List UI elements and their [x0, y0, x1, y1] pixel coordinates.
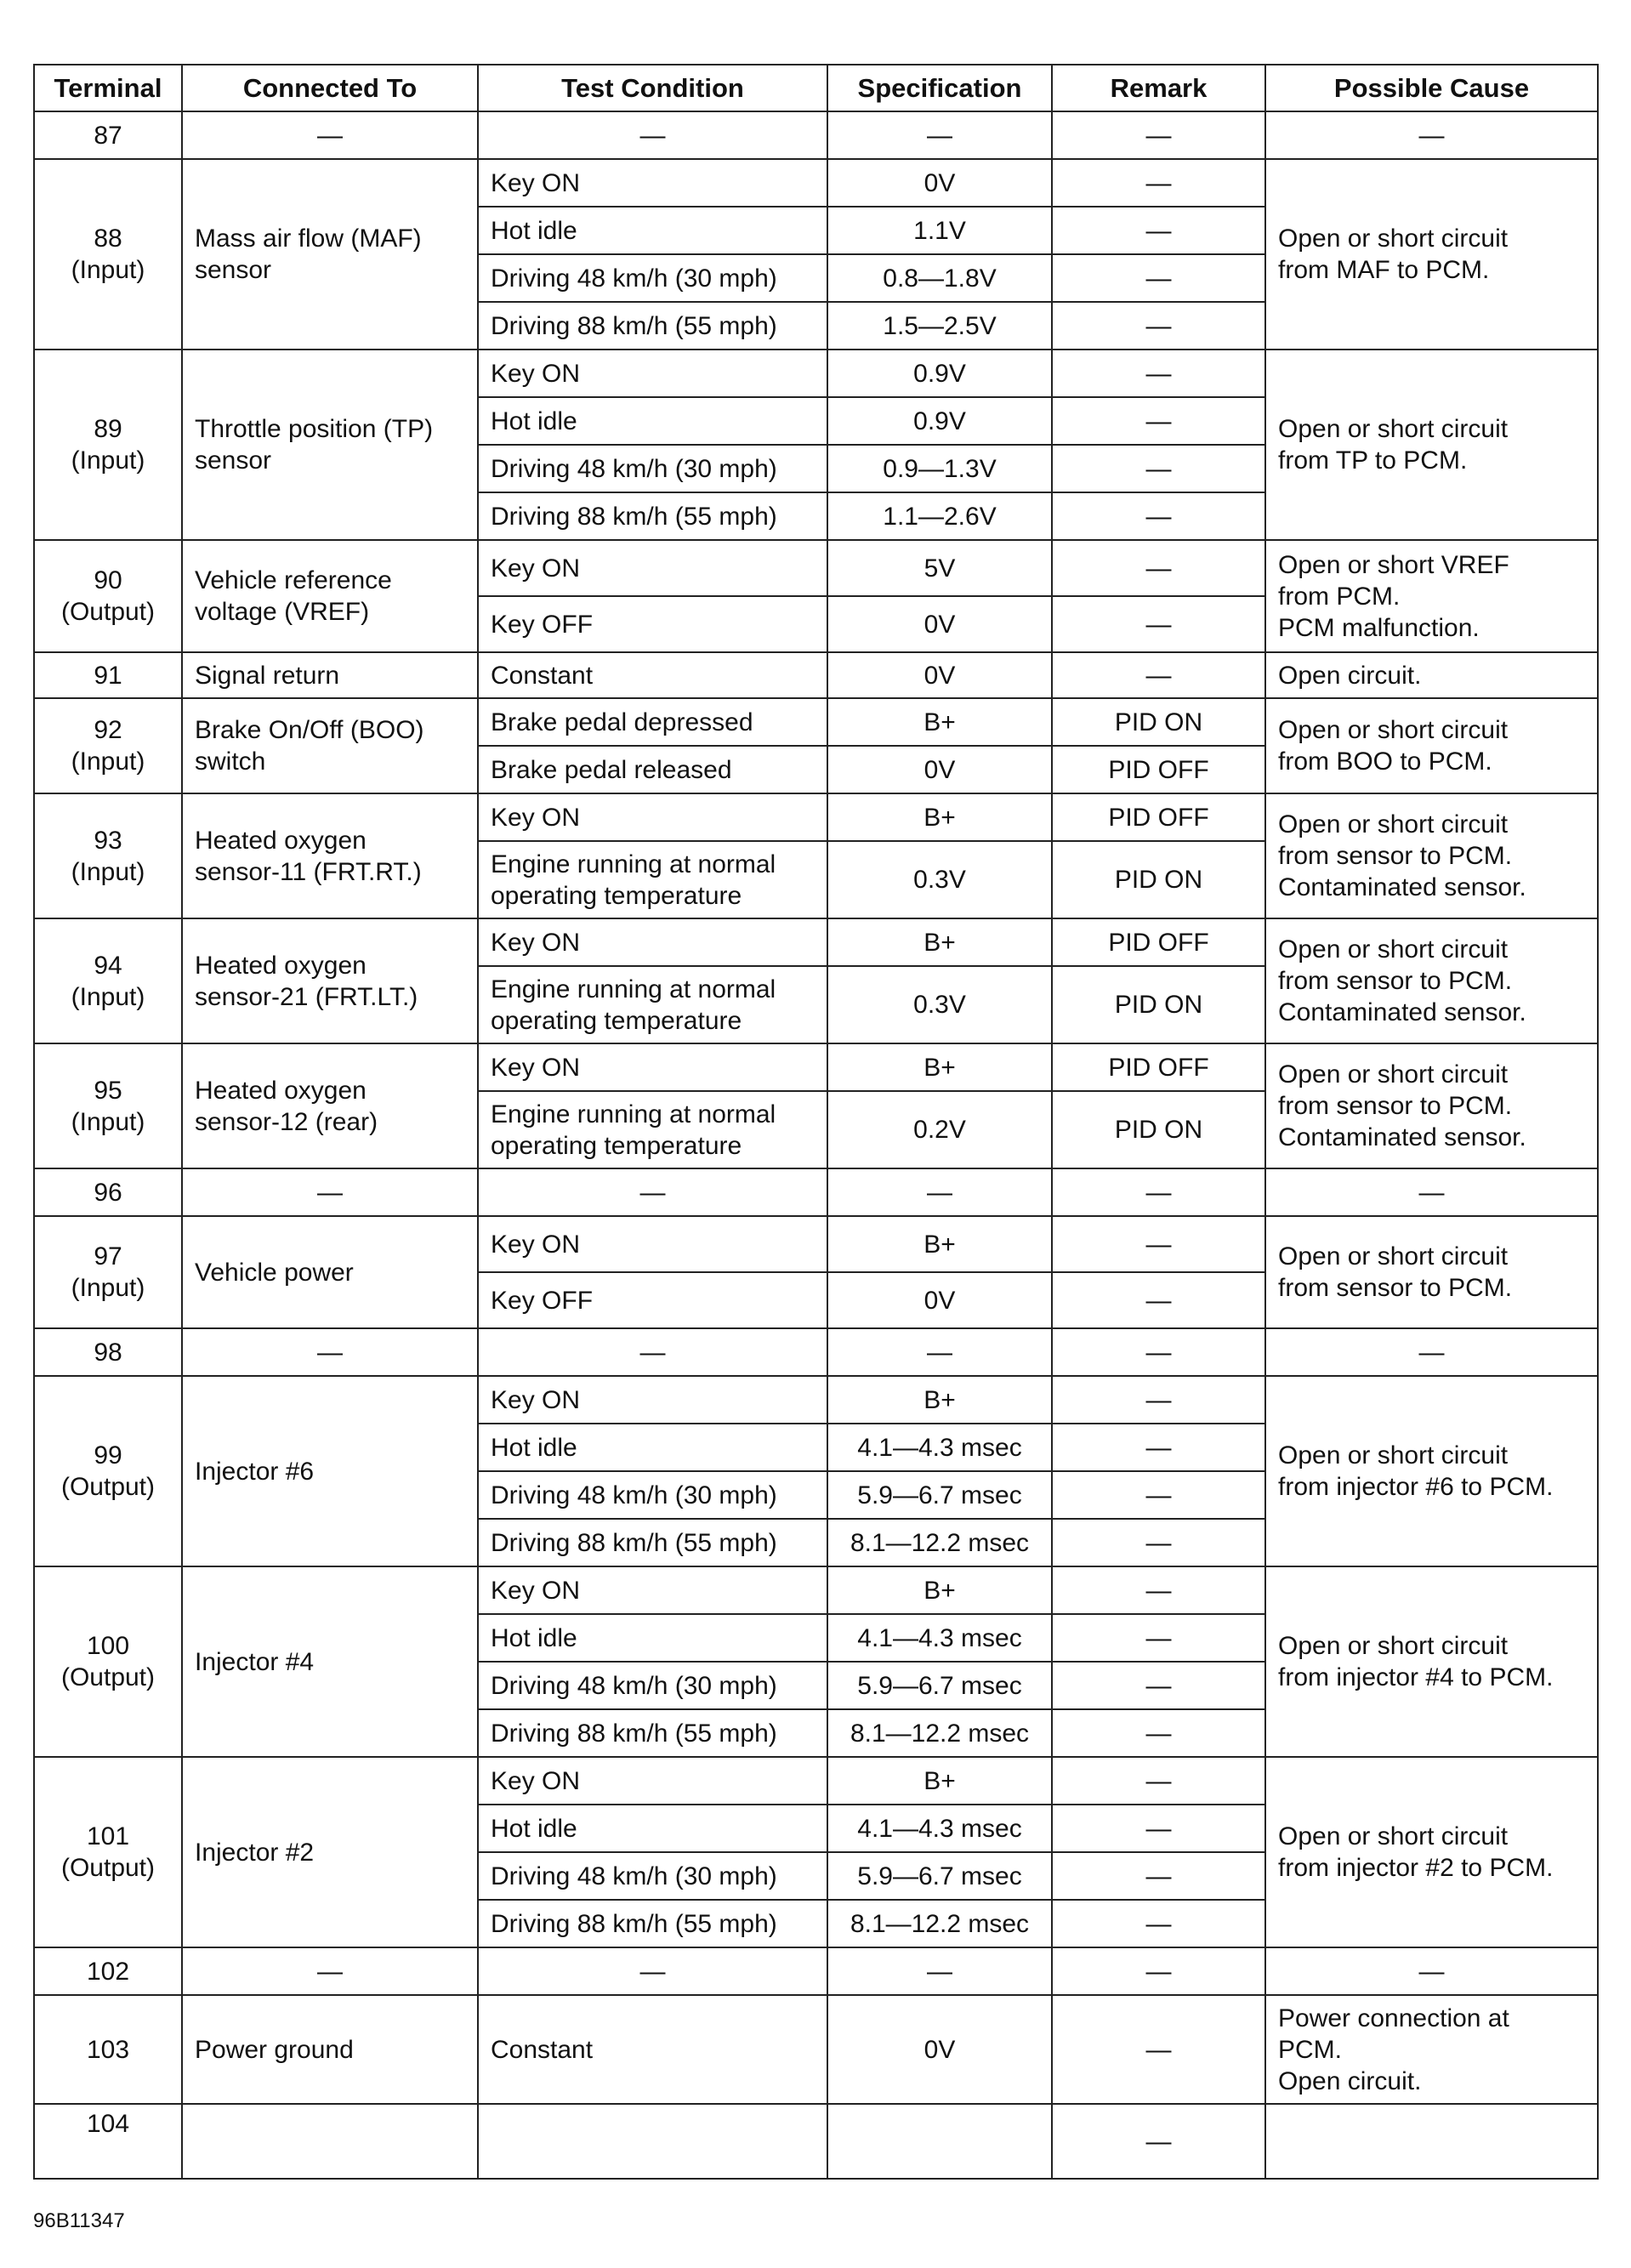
- test-condition-cell: Key OFF: [478, 1272, 827, 1328]
- remark-cell: —: [1052, 1995, 1265, 2104]
- remark-cell: PID ON: [1052, 841, 1265, 918]
- remark-cell: —: [1052, 111, 1265, 159]
- remark-cell: —: [1052, 2104, 1265, 2179]
- table-row: [34, 652, 1598, 698]
- remark-cell: —: [1052, 1757, 1265, 1805]
- remark-cell: —: [1052, 1805, 1265, 1852]
- specification-cell: B+: [827, 918, 1052, 966]
- specification-cell: 5V: [827, 540, 1052, 596]
- table-row: [34, 918, 1598, 966]
- possible-cause-cell: Open or short circuit from sensor to PCM.: [1265, 1216, 1598, 1328]
- terminal-cell: 87: [34, 111, 182, 159]
- specification-cell: 0.9—1.3V: [827, 445, 1052, 492]
- remark-cell: —: [1052, 1168, 1265, 1216]
- test-condition-cell: —: [478, 1328, 827, 1376]
- specification-cell: 5.9—6.7 msec: [827, 1471, 1052, 1519]
- specification-cell: 8.1—12.2 msec: [827, 1709, 1052, 1757]
- terminal-cell: 96: [34, 1168, 182, 1216]
- test-condition-cell: —: [478, 1947, 827, 1995]
- header-connected-to: Connected To: [182, 65, 478, 111]
- possible-cause-cell: [1265, 2104, 1598, 2179]
- table-row: [34, 1376, 1598, 1424]
- terminal-cell: 95 (Input): [34, 1043, 182, 1168]
- test-condition-cell: [478, 2104, 827, 2179]
- document-id: 96B11347: [33, 2209, 125, 2232]
- test-condition-cell: Key ON: [478, 159, 827, 207]
- table-row: [34, 159, 1598, 207]
- connected-to-cell: —: [182, 1168, 478, 1216]
- table-row: [34, 1947, 1598, 1995]
- connected-to-cell: Injector #6: [182, 1376, 478, 1566]
- remark-cell: —: [1052, 254, 1265, 302]
- connected-to-cell: Brake On/Off (BOO) switch: [182, 698, 478, 793]
- connected-to-cell: Heated oxygen sensor-11 (FRT.RT.): [182, 793, 478, 918]
- terminal-cell: 102: [34, 1947, 182, 1995]
- test-condition-cell: Hot idle: [478, 1805, 827, 1852]
- specification-cell: B+: [827, 698, 1052, 746]
- specification-cell: 4.1—4.3 msec: [827, 1424, 1052, 1471]
- possible-cause-cell: Power connection at PCM. Open circuit.: [1265, 1995, 1598, 2104]
- terminal-cell: 99 (Output): [34, 1376, 182, 1566]
- test-condition-cell: Engine running at normal operating temperature: [478, 1091, 827, 1168]
- specification-cell: 0V: [827, 159, 1052, 207]
- specification-cell: 1.5—2.5V: [827, 302, 1052, 350]
- table-row: [34, 1328, 1598, 1376]
- possible-cause-cell: Open or short circuit from sensor to PCM. Contaminated sensor.: [1265, 918, 1598, 1043]
- specification-cell: 0.9V: [827, 350, 1052, 397]
- connected-to-cell: —: [182, 1328, 478, 1376]
- test-condition-cell: Driving 48 km/h (30 mph): [478, 1662, 827, 1709]
- test-condition-cell: Key ON: [478, 1216, 827, 1272]
- specification-cell: 5.9—6.7 msec: [827, 1662, 1052, 1709]
- connected-to-cell: Signal return: [182, 652, 478, 698]
- test-condition-cell: Driving 88 km/h (55 mph): [478, 1900, 827, 1947]
- remark-cell: —: [1052, 1272, 1265, 1328]
- terminal-cell: 94 (Input): [34, 918, 182, 1043]
- possible-cause-cell: Open or short circuit from TP to PCM.: [1265, 350, 1598, 540]
- connected-to-cell: —: [182, 1947, 478, 1995]
- specification-cell: B+: [827, 1566, 1052, 1614]
- table-row: [34, 1995, 1598, 2104]
- test-condition-cell: Key ON: [478, 1566, 827, 1614]
- specification-cell: 1.1V: [827, 207, 1052, 254]
- remark-cell: PID OFF: [1052, 1043, 1265, 1091]
- table-row: [34, 1216, 1598, 1272]
- terminal-cell: 92 (Input): [34, 698, 182, 793]
- specification-cell: 0.2V: [827, 1091, 1052, 1168]
- specification-cell: 0.9V: [827, 397, 1052, 445]
- possible-cause-cell: Open circuit.: [1265, 652, 1598, 698]
- terminal-cell: 100 (Output): [34, 1566, 182, 1757]
- table-row: [34, 698, 1598, 746]
- remark-cell: —: [1052, 1424, 1265, 1471]
- test-condition-cell: Driving 48 km/h (30 mph): [478, 445, 827, 492]
- terminal-cell: 104: [34, 2104, 182, 2179]
- table-row: [34, 1566, 1598, 1614]
- specification-cell: 0V: [827, 596, 1052, 652]
- remark-cell: PID OFF: [1052, 918, 1265, 966]
- header-row: [34, 65, 1598, 111]
- remark-cell: —: [1052, 492, 1265, 540]
- remark-cell: —: [1052, 1852, 1265, 1900]
- possible-cause-cell: Open or short VREF from PCM. PCM malfunction.: [1265, 540, 1598, 652]
- remark-cell: —: [1052, 1519, 1265, 1566]
- connected-to-cell: Injector #2: [182, 1757, 478, 1947]
- test-condition-cell: Key ON: [478, 1757, 827, 1805]
- specification-cell: 0V: [827, 746, 1052, 793]
- connected-to-cell: Heated oxygen sensor-21 (FRT.LT.): [182, 918, 478, 1043]
- terminal-cell: 88 (Input): [34, 159, 182, 350]
- test-condition-cell: Hot idle: [478, 207, 827, 254]
- remark-cell: —: [1052, 350, 1265, 397]
- terminal-cell: 101 (Output): [34, 1757, 182, 1947]
- test-condition-cell: Key ON: [478, 1376, 827, 1424]
- connected-to-cell: Mass air flow (MAF) sensor: [182, 159, 478, 350]
- test-condition-cell: —: [478, 1168, 827, 1216]
- test-condition-cell: Driving 48 km/h (30 mph): [478, 254, 827, 302]
- terminal-cell: 97 (Input): [34, 1216, 182, 1328]
- specification-cell: 8.1—12.2 msec: [827, 1900, 1052, 1947]
- terminal-cell: 93 (Input): [34, 793, 182, 918]
- remark-cell: —: [1052, 1471, 1265, 1519]
- test-condition-cell: Hot idle: [478, 1614, 827, 1662]
- table-row: [34, 1168, 1598, 1216]
- possible-cause-cell: Open or short circuit from BOO to PCM.: [1265, 698, 1598, 793]
- test-condition-cell: Key ON: [478, 918, 827, 966]
- test-condition-cell: Brake pedal released: [478, 746, 827, 793]
- test-condition-cell: Key ON: [478, 1043, 827, 1091]
- specification-cell: 0.3V: [827, 841, 1052, 918]
- specification-cell: 0V: [827, 1995, 1052, 2104]
- test-condition-cell: Brake pedal depressed: [478, 698, 827, 746]
- table-header: [34, 65, 1598, 111]
- test-condition-cell: Constant: [478, 1995, 827, 2104]
- remark-cell: —: [1052, 207, 1265, 254]
- connected-to-cell: Vehicle reference voltage (VREF): [182, 540, 478, 652]
- specification-cell: 1.1—2.6V: [827, 492, 1052, 540]
- test-condition-cell: Key ON: [478, 793, 827, 841]
- remark-cell: —: [1052, 1662, 1265, 1709]
- specification-cell: —: [827, 111, 1052, 159]
- specification-cell: 0V: [827, 1272, 1052, 1328]
- remark-cell: PID ON: [1052, 966, 1265, 1043]
- test-condition-cell: Driving 88 km/h (55 mph): [478, 302, 827, 350]
- header-terminal: Terminal: [34, 65, 182, 111]
- connected-to-cell: Injector #4: [182, 1566, 478, 1757]
- possible-cause-cell: Open or short circuit from injector #4 to PCM.: [1265, 1566, 1598, 1757]
- specification-cell: B+: [827, 1757, 1052, 1805]
- terminal-cell: 98: [34, 1328, 182, 1376]
- test-condition-cell: Hot idle: [478, 1424, 827, 1471]
- table-row: [34, 111, 1598, 159]
- test-condition-cell: Engine running at normal operating temperature: [478, 966, 827, 1043]
- specification-cell: 0.8—1.8V: [827, 254, 1052, 302]
- test-condition-cell: Driving 88 km/h (55 mph): [478, 1519, 827, 1566]
- header-possible-cause: Possible Cause: [1265, 65, 1598, 111]
- test-condition-cell: Driving 48 km/h (30 mph): [478, 1471, 827, 1519]
- header-test-condition: Test Condition: [478, 65, 827, 111]
- specification-cell: B+: [827, 1216, 1052, 1272]
- specification-cell: B+: [827, 1376, 1052, 1424]
- specification-cell: 8.1—12.2 msec: [827, 1519, 1052, 1566]
- remark-cell: PID ON: [1052, 698, 1265, 746]
- table-row: [34, 793, 1598, 841]
- test-condition-cell: Key ON: [478, 350, 827, 397]
- remark-cell: —: [1052, 159, 1265, 207]
- terminal-cell: 91: [34, 652, 182, 698]
- specification-cell: B+: [827, 793, 1052, 841]
- connected-to-cell: —: [182, 111, 478, 159]
- terminal-cell: 103: [34, 1995, 182, 2104]
- remark-cell: —: [1052, 445, 1265, 492]
- terminal-spec-table: [33, 64, 1599, 2180]
- remark-cell: —: [1052, 540, 1265, 596]
- remark-cell: —: [1052, 596, 1265, 652]
- test-condition-cell: —: [478, 111, 827, 159]
- specification-cell: 0.3V: [827, 966, 1052, 1043]
- specification-cell: [827, 2104, 1052, 2179]
- specification-cell: 4.1—4.3 msec: [827, 1614, 1052, 1662]
- specification-cell: 0V: [827, 652, 1052, 698]
- remark-cell: —: [1052, 1328, 1265, 1376]
- remark-cell: —: [1052, 1900, 1265, 1947]
- terminal-cell: 89 (Input): [34, 350, 182, 540]
- table-body: [34, 111, 1598, 2179]
- connected-to-cell: Heated oxygen sensor-12 (rear): [182, 1043, 478, 1168]
- connected-to-cell: Vehicle power: [182, 1216, 478, 1328]
- specification-cell: 5.9—6.7 msec: [827, 1852, 1052, 1900]
- test-condition-cell: Constant: [478, 652, 827, 698]
- test-condition-cell: Hot idle: [478, 397, 827, 445]
- remark-cell: —: [1052, 1566, 1265, 1614]
- possible-cause-cell: Open or short circuit from injector #6 to PCM.: [1265, 1376, 1598, 1566]
- remark-cell: —: [1052, 302, 1265, 350]
- table-row: [34, 540, 1598, 596]
- test-condition-cell: Driving 88 km/h (55 mph): [478, 492, 827, 540]
- possible-cause-cell: —: [1265, 1328, 1598, 1376]
- test-condition-cell: Engine running at normal operating temperature: [478, 841, 827, 918]
- remark-cell: PID OFF: [1052, 793, 1265, 841]
- specification-cell: B+: [827, 1043, 1052, 1091]
- header-remark: Remark: [1052, 65, 1265, 111]
- remark-cell: —: [1052, 652, 1265, 698]
- remark-cell: PID OFF: [1052, 746, 1265, 793]
- possible-cause-cell: Open or short circuit from sensor to PCM. Contaminated sensor.: [1265, 1043, 1598, 1168]
- test-condition-cell: Key ON: [478, 540, 827, 596]
- table-row: [34, 1043, 1598, 1091]
- remark-cell: —: [1052, 1709, 1265, 1757]
- table-row: [34, 2104, 1598, 2179]
- possible-cause-cell: Open or short circuit from sensor to PCM. Contaminated sensor.: [1265, 793, 1598, 918]
- connected-to-cell: Throttle position (TP) sensor: [182, 350, 478, 540]
- connected-to-cell: Power ground: [182, 1995, 478, 2104]
- test-condition-cell: Key OFF: [478, 596, 827, 652]
- remark-cell: —: [1052, 1947, 1265, 1995]
- possible-cause-cell: —: [1265, 1947, 1598, 1995]
- test-condition-cell: Driving 48 km/h (30 mph): [478, 1852, 827, 1900]
- specification-cell: —: [827, 1328, 1052, 1376]
- connected-to-cell: [182, 2104, 478, 2179]
- header-specification: Specification: [827, 65, 1052, 111]
- remark-cell: —: [1052, 1376, 1265, 1424]
- remark-cell: PID ON: [1052, 1091, 1265, 1168]
- test-condition-cell: Driving 88 km/h (55 mph): [478, 1709, 827, 1757]
- specification-cell: —: [827, 1168, 1052, 1216]
- possible-cause-cell: Open or short circuit from injector #2 to PCM.: [1265, 1757, 1598, 1947]
- table-row: [34, 350, 1598, 397]
- possible-cause-cell: Open or short circuit from MAF to PCM.: [1265, 159, 1598, 350]
- specification-cell: 4.1—4.3 msec: [827, 1805, 1052, 1852]
- possible-cause-cell: —: [1265, 1168, 1598, 1216]
- possible-cause-cell: —: [1265, 111, 1598, 159]
- terminal-cell: 90 (Output): [34, 540, 182, 652]
- remark-cell: —: [1052, 397, 1265, 445]
- remark-cell: —: [1052, 1614, 1265, 1662]
- specification-cell: —: [827, 1947, 1052, 1995]
- table-row: [34, 1757, 1598, 1805]
- remark-cell: —: [1052, 1216, 1265, 1272]
